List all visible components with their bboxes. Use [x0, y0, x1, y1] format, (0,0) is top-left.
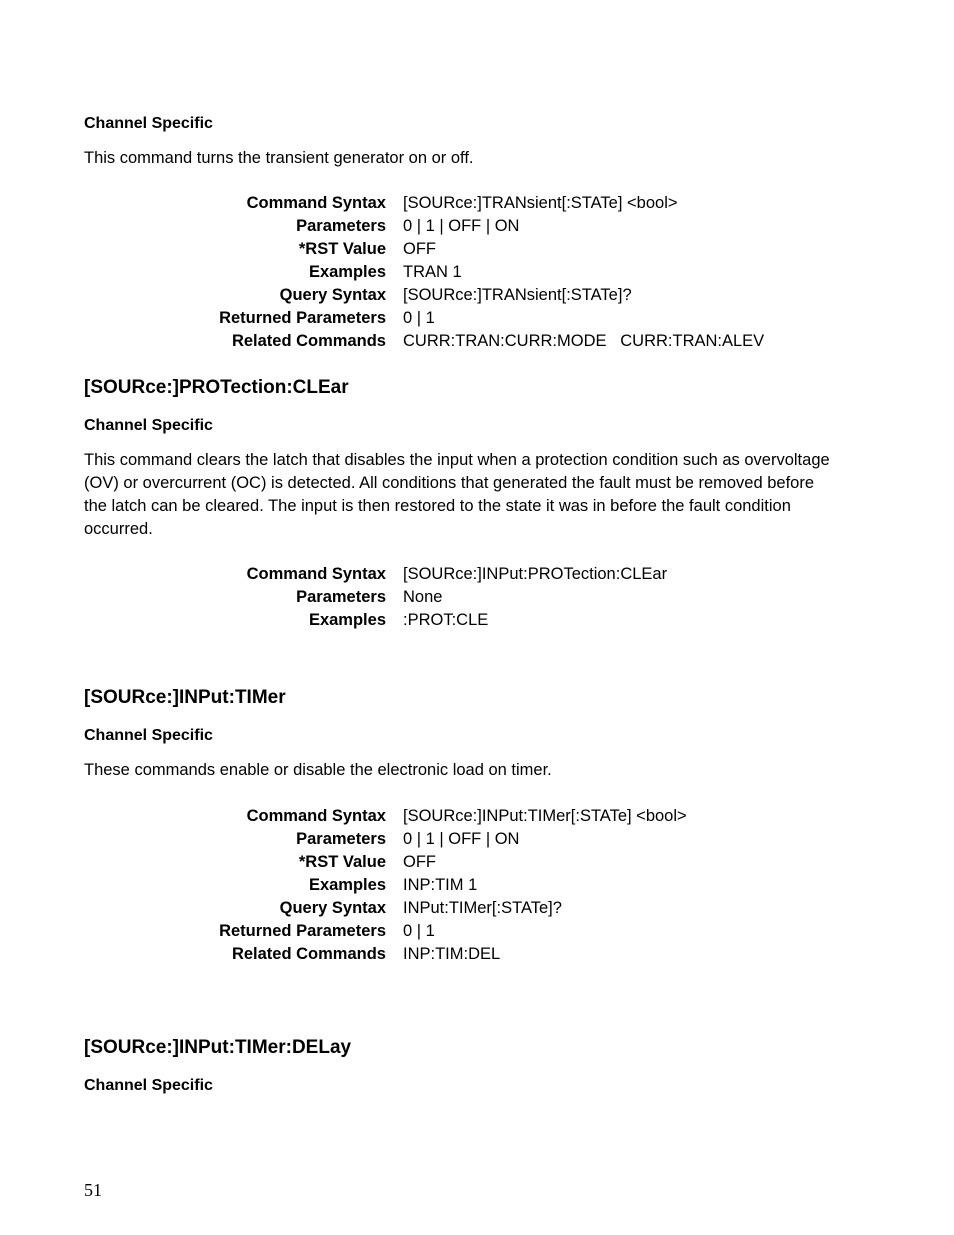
row-value: CURR:TRAN:CURR:MODE CURR:TRAN:ALEV — [403, 332, 765, 350]
row-label: Command Syntax — [246, 565, 386, 583]
section-heading: [SOURce:]INPut:TIMer:DELay — [84, 1037, 352, 1058]
row-label: Parameters — [296, 217, 386, 235]
row-label: Parameters — [296, 830, 386, 848]
row-value: OFF — [403, 853, 436, 871]
command-table — [180, 192, 820, 353]
row-value: OFF — [403, 240, 436, 258]
table-row — [180, 943, 820, 966]
description-line: occurred. — [84, 520, 153, 538]
description-line: the latch can be cleared. The input is then restored to the state it was in before the fault condition — [84, 497, 791, 515]
row-value: :PROT:CLE — [403, 611, 489, 629]
row-label: Command Syntax — [246, 807, 386, 825]
row-value: [SOURce:]INPut:PROTection:CLEar — [403, 565, 668, 583]
row-value: [SOURce:]TRANsient[:STATe]? — [403, 286, 632, 304]
command-table — [180, 563, 820, 632]
row-value: [SOURce:]INPut:TIMer[:STATe] <bool> — [403, 807, 687, 825]
table-row — [180, 563, 820, 586]
page-number: 51 — [84, 1180, 102, 1200]
row-label: Query Syntax — [279, 899, 386, 917]
command-table — [180, 805, 820, 966]
table-row — [180, 897, 820, 920]
row-label: Parameters — [296, 588, 386, 606]
row-label: Query Syntax — [279, 286, 386, 304]
channel-specific-label: Channel Specific — [84, 417, 213, 434]
row-value: 0 | 1 — [403, 922, 435, 940]
table-row — [180, 586, 820, 609]
row-label: Examples — [308, 611, 386, 629]
table-row — [180, 851, 820, 874]
table-row — [180, 330, 820, 353]
channel-specific-label: Channel Specific — [84, 727, 213, 744]
row-value: 0 | 1 — [403, 309, 435, 327]
row-value: INPut:TIMer[:STATe]? — [403, 899, 562, 917]
table-row — [180, 261, 820, 284]
table-row — [180, 609, 820, 632]
row-value: 0 | 1 | OFF | ON — [403, 217, 520, 235]
section-heading: [SOURce:]INPut:TIMer — [84, 687, 286, 708]
section-heading: [SOURce:]PROTection:CLEar — [84, 377, 349, 398]
table-row — [180, 284, 820, 307]
row-label: Examples — [308, 876, 386, 894]
description — [84, 449, 874, 541]
table-row — [180, 920, 820, 943]
row-label: Examples — [308, 263, 386, 281]
row-value: TRAN 1 — [403, 263, 462, 281]
table-row — [180, 192, 820, 215]
table-row — [180, 874, 820, 897]
table-row — [180, 805, 820, 828]
row-label: Returned Parameters — [219, 922, 386, 940]
row-label: Related Commands — [231, 945, 386, 963]
table-row — [180, 215, 820, 238]
table-row — [180, 238, 820, 261]
row-value: None — [403, 588, 443, 606]
table-row — [180, 307, 820, 330]
row-label: Returned Parameters — [219, 309, 386, 327]
row-value: INP:TIM 1 — [403, 876, 478, 894]
row-value: 0 | 1 | OFF | ON — [403, 830, 520, 848]
table-row — [180, 828, 820, 851]
row-value: INP:TIM:DEL — [403, 945, 501, 963]
description: This command turns the transient generator on or off. — [84, 149, 474, 167]
row-label: *RST Value — [298, 240, 386, 258]
channel-specific-label: Channel Specific — [84, 115, 213, 132]
description: These commands enable or disable the electronic load on timer. — [84, 761, 552, 779]
description-line: (OV) or overcurrent (OC) is detected. All conditions that generated the fault must be removed before — [84, 474, 815, 492]
row-label: *RST Value — [298, 853, 386, 871]
row-label: Related Commands — [231, 332, 386, 350]
description-line: This command clears the latch that disables the input when a protection condition such as overvoltage — [84, 451, 830, 469]
channel-specific-label: Channel Specific — [84, 1077, 213, 1094]
row-label: Command Syntax — [246, 194, 386, 212]
row-value: [SOURce:]TRANsient[:STATe] <bool> — [403, 194, 678, 212]
